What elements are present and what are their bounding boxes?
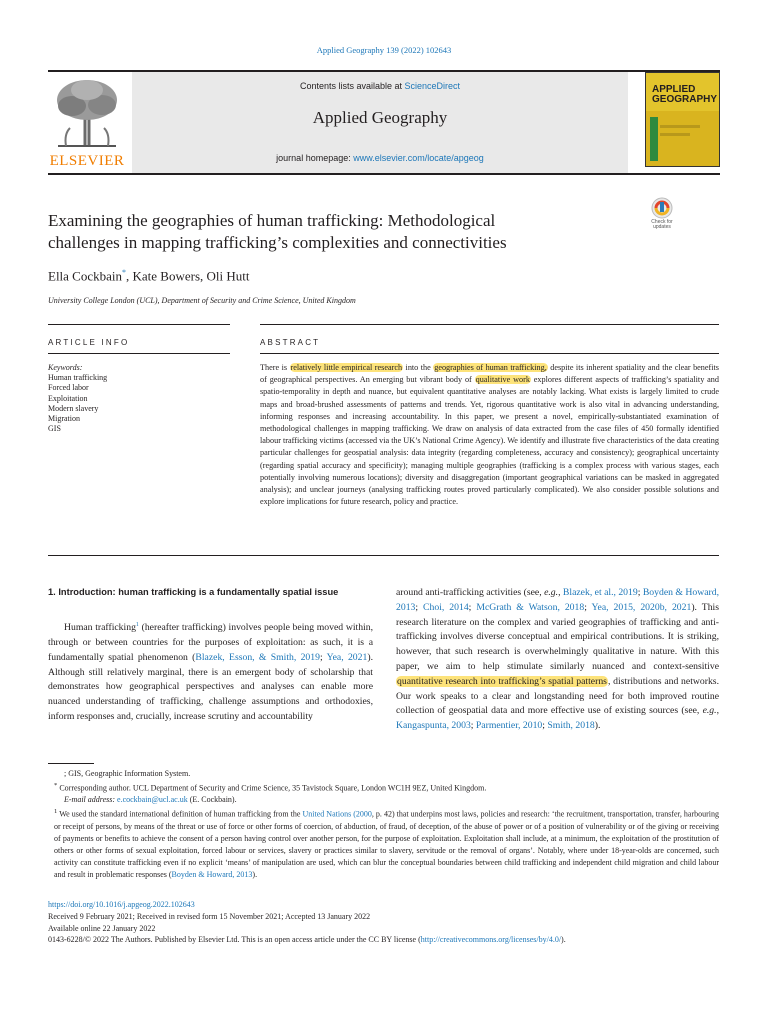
- citation-link[interactable]: Yea, 2015, 2020b, 2021: [591, 601, 692, 613]
- citation-link[interactable]: Blazek, Esson, & Smith, 2019: [195, 651, 320, 663]
- check-updates-label: Check for updates: [651, 219, 673, 230]
- text-run: ;: [470, 720, 476, 732]
- text-run: We used the standard international definition of human trafficking from the: [57, 810, 303, 820]
- contents-prefix: Contents lists available at: [299, 81, 405, 91]
- elsevier-wordmark: ELSEVIER: [49, 153, 125, 169]
- keywords-label: Keywords:: [48, 363, 83, 372]
- citation-link[interactable]: United Nations (2000: [302, 810, 372, 820]
- text-run: Human trafficking: [64, 622, 136, 634]
- article-title: [48, 210, 628, 254]
- citation-link[interactable]: Kangaspunta, 2003: [396, 720, 471, 732]
- text-run: ;: [542, 720, 548, 732]
- journal-name: Applied Geography: [312, 108, 448, 127]
- body-column-right: [396, 586, 719, 734]
- article-info-heading: ARTICLE INFO: [48, 338, 130, 347]
- publication-details: [48, 899, 719, 946]
- citation-link[interactable]: Boyden & Howard, 2013: [396, 587, 719, 613]
- keyword-item: Exploitation: [48, 393, 88, 403]
- doi-link[interactable]: https://doi.org/10.1016/j.apgeog.2022.102643: [48, 900, 195, 909]
- text-run: ,: [716, 705, 719, 717]
- cover-graphic-icon: [646, 111, 719, 166]
- citation-link[interactable]: Smith, 2018: [547, 720, 595, 732]
- highlight-annotation[interactable]: relatively little empirical research: [290, 363, 403, 372]
- body-column-left: [48, 586, 373, 725]
- citation-link[interactable]: Yea, 2021: [326, 651, 368, 663]
- license-link[interactable]: http://creativecommons.org/licenses/by/4.0/: [420, 935, 562, 945]
- abbreviations-note: ; GIS, Geographic Information System.: [64, 769, 191, 778]
- highlight-annotation[interactable]: qualitative work: [475, 375, 530, 385]
- abstract-run: despite its inherent spatiality and the clear benefits of geographical perspectives. An emerging but vibrant body of: [260, 363, 719, 385]
- abstract-run: into the: [403, 363, 434, 372]
- text-run: ). This research literature on the complex and varied geographies of trafficking and anti-trafficking involves diverse conceptual and empirical contributions. It is striking, however, that such research is overwhelmingly qualitative in nature. With this paper, we aim to help stimulate similarly nuanced and context-sensitive: [396, 601, 719, 672]
- title-line-1: Examining the geographies of human trafficking: Methodological: [48, 211, 496, 230]
- email-label: E-mail address:: [64, 795, 118, 805]
- text-run: ;: [319, 651, 327, 663]
- text-run: e.g.: [544, 587, 559, 598]
- keyword-item: Forced labor: [48, 383, 89, 393]
- text-run: ,: [558, 587, 563, 598]
- abstract-rule-mid: [260, 353, 719, 354]
- keyword-item: Modern slavery: [48, 403, 99, 413]
- journal-citation-link[interactable]: Applied Geography 139 (2022) 102643: [316, 45, 452, 55]
- homepage-prefix: journal homepage:: [276, 153, 354, 163]
- citation-link[interactable]: McGrath & Watson, 2018: [476, 601, 585, 613]
- text-run: ;: [468, 601, 477, 613]
- footnote-1: [48, 806, 719, 880]
- footnote-rule: [48, 763, 94, 764]
- footnote-1-ref[interactable]: 1: [135, 622, 139, 628]
- text-run: , p. 42) that underpins most laws, policies and research: ‘the recruitment, transportation, transfer, harbouring or receipt of persons, by means of the threat or use of force or other forms of coercion, of abduction, of fraud, of deception, of the abuse of power or of a position of vulnerability or of the giving or receiving of payments or benefits to achieve the consent of a person having control over another person, for the purpose of exploitation. Exploitation shall include, at a minimum, the exploitation of the prostitution of others or other forms of sexual exploitation, forced labour or services, slavery or practices similar to slavery, servitude or the removal of organs’. Notably, where under 18-year-olds are concerned, such activity can constitute trafficking even if no explicit ‘means’ of manipulation are used, which can blur the conceptual boundaries between child trafficking and independent child migration and child labour and result in problematic responses (: [54, 810, 719, 879]
- email-link[interactable]: e.cockbain@ucl.ac.uk: [117, 795, 188, 805]
- email-note: [48, 794, 719, 806]
- footnote-mark: 1: [54, 808, 58, 816]
- cover-title-line2: GEOGRAPHY: [652, 94, 718, 105]
- article-info-rule-bottom: [48, 353, 230, 354]
- intro-paragraph-1-continued: [396, 586, 719, 734]
- title-line-2: challenges in mapping trafficking’s complexities and connectivities: [48, 233, 507, 252]
- text-run: ).: [252, 869, 258, 879]
- front-matter-end-rule: [48, 555, 719, 556]
- intro-paragraph-1: [48, 618, 373, 725]
- cover-title: [652, 85, 717, 105]
- elsevier-tree-icon: [48, 76, 126, 148]
- contents-line: [132, 81, 628, 91]
- keyword-item: Migration: [48, 414, 80, 424]
- keywords-block: [48, 363, 228, 434]
- article-info-rule-top: [48, 324, 230, 325]
- license-line: [48, 934, 719, 946]
- abstract-heading: ABSTRACT: [260, 338, 321, 347]
- section-heading-introduction: 1. Introduction: human trafficking is a fundamentally spatial issue: [48, 587, 339, 597]
- cover-title-line1: APPLIED: [652, 84, 696, 95]
- highlight-annotation[interactable]: geographies of human trafficking,: [434, 363, 547, 372]
- text-run: ;: [584, 601, 592, 613]
- abstract-rule-top: [260, 324, 719, 325]
- author-cockbain[interactable]: Ella Cockbain: [48, 268, 123, 284]
- text-run: ).: [561, 935, 566, 945]
- abstract-text: [260, 362, 719, 508]
- text-run: , distributions and networks. Our work speaks to a clear and longstanding need for both improved routine collection of geospatial data and more effective use of existing sources (see,: [396, 675, 719, 717]
- highlight-annotation[interactable]: quantitative research into trafficking’s spatial patterns: [397, 675, 607, 687]
- text-run: ).: [594, 720, 601, 732]
- journal-cover-thumbnail[interactable]: [645, 72, 720, 167]
- check-for-updates-button[interactable]: [645, 196, 679, 230]
- citation-link[interactable]: Blazek, et al., 2019: [562, 587, 638, 598]
- footnotes: [48, 768, 719, 880]
- homepage-link[interactable]: www.elsevier.com/locate/apgeog: [353, 153, 484, 163]
- text-run: 0143-6228/© 2022 The Authors. Published by Elsevier Ltd. This is an open access article under the CC BY license (: [48, 935, 421, 945]
- available-online-date: Available online 22 January 2022: [48, 923, 156, 933]
- elsevier-logo[interactable]: [48, 76, 126, 172]
- citation-link[interactable]: Parmentier, 2010: [475, 720, 543, 732]
- keyword-item: GIS: [48, 424, 61, 434]
- text-run: ;: [637, 587, 643, 598]
- citation-link[interactable]: Choi, 2014: [423, 601, 469, 613]
- keyword-item: Human trafficking: [48, 373, 108, 383]
- text-run: around anti-trafficking activities (see,: [396, 587, 545, 598]
- journal-info-box: [132, 72, 628, 173]
- corresponding-author-mark[interactable]: *: [122, 268, 127, 277]
- journal-homepage-line: [132, 153, 628, 163]
- sciencedirect-link[interactable]: ScienceDirect: [404, 81, 461, 91]
- text-run: (E. Cockbain).: [187, 795, 237, 805]
- text-run: ). Although still relatively marginal, there is an emergent body of scholarship that demonstrates how geographical perspectives and analyses can enable more nuanced understanding of trafficking, challenge assumptions and orthodoxies, inform responses and, crucially, increase scrutiny and accountability: [48, 651, 373, 723]
- other-authors[interactable]: , Kate Bowers, Oli Hutt: [126, 268, 250, 284]
- affiliation: University College London (UCL), Department of Security and Crime Science, United Kingdom: [48, 296, 356, 305]
- text-run: Corresponding author. UCL Department of Security and Crime Science, 35 Tavistock Square, London WC1H 9EZ, United Kingdom.: [57, 783, 487, 793]
- citation-link[interactable]: Boyden & Howard, 2013: [171, 869, 253, 879]
- journal-banner: [48, 70, 720, 176]
- abstract-run: There is: [260, 363, 290, 372]
- footnote-mark: *: [54, 781, 58, 789]
- corresponding-author-note: [48, 780, 719, 795]
- text-run: ;: [415, 601, 424, 613]
- abstract-run: explores different aspects of trafficking’s spatiality and spatio-temporality in depth and nuance, but equivalent quantitative analyses are notably lacking. What exists is largely limited to crude maps and broad-brushed assessments of patterns and trends. Yet, rigorous quantitative work is also vital in advancing understanding, informing responses and increasing accountability. In this paper, we present a novel, empirically-substantiated examination of methodological challenges in mapping trafficking. We draw on analysis of data extracted from the case files of 450 formally identified labour trafficking victims (accessed via the UK’s National Crime Agency). We identify and illustrate five characteristics of the data creating particular challenges for geospatial analysis: data integrity (regarding completeness, accuracy and consistency); geographical uncertainty (regarding spatial accuracy and specificity); managing multiple geographies (trafficking is a complex process with various stages, each potentially involving numerous locations); diversity and disaggregation (important geographical variations can be masked in aggregated analysis); and unclear journeys (analysing trafficking routes proved particularly complicated). We also consider possible solutions and explore implications for future research, policy and practice.: [260, 375, 719, 507]
- text-run: (hereafter trafficking) involves people being moved within, through or between countries for the purposes of exploitation: as such, it is a fundamentally spatial phenomenon (: [48, 622, 373, 663]
- received-dates: Received 9 February 2021; Received in revised form 15 November 2021; Accepted 13 January 2022: [48, 911, 371, 921]
- author-list: [48, 268, 250, 284]
- text-run: e.g.: [702, 705, 717, 717]
- banner-bottom-rule: [48, 173, 720, 175]
